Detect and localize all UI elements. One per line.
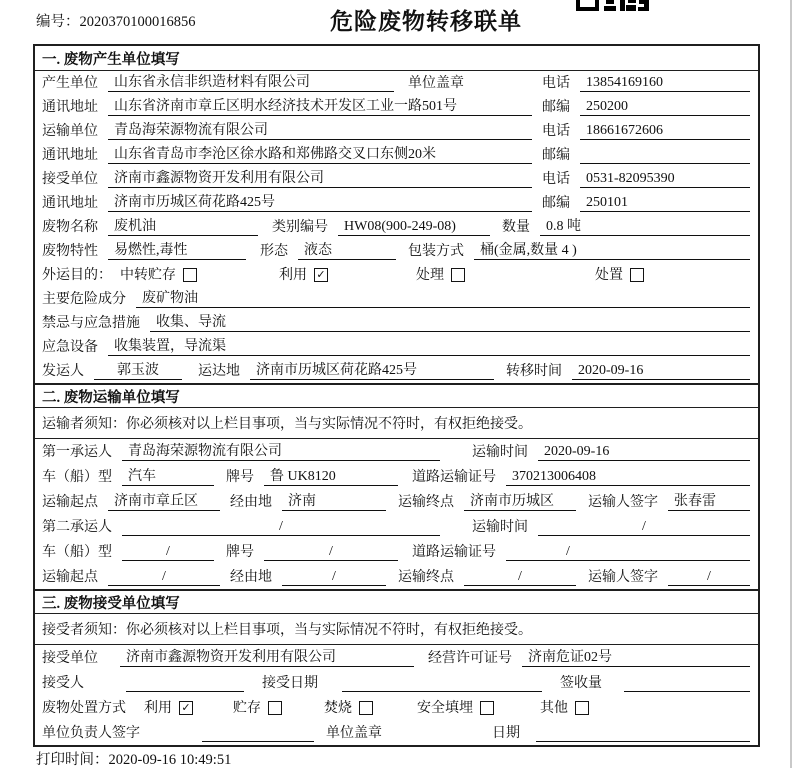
disposal-store-label: 贮存 <box>233 701 261 716</box>
signed-qty-value <box>624 691 750 692</box>
serial-number <box>36 10 196 31</box>
transporter-label: 运输单位 <box>42 124 98 139</box>
purpose-option-use <box>279 264 328 284</box>
transporter-zip-label: 邮编 <box>542 148 570 163</box>
vehicle2-permit-value: / <box>506 544 750 561</box>
signed-qty-label: 签收量 <box>560 676 602 691</box>
disposal-option-other <box>540 697 589 717</box>
waste-name-label: 废物名称 <box>42 220 98 235</box>
packaging-label: 包装方式 <box>408 244 464 259</box>
vehicle2-type-label: 车（船）型 <box>42 545 112 560</box>
accept-person-value <box>126 691 244 692</box>
route1-from-label: 运输起点 <box>42 495 98 510</box>
disposal-option-incinerate <box>324 697 373 717</box>
print-time <box>36 748 231 769</box>
vehicle2-permit-label: 道路运输证号 <box>412 545 496 560</box>
scan-edge-artifact <box>790 0 792 768</box>
disposal-use-label: 利用 <box>144 701 172 716</box>
equipment-label: 应急设备 <box>42 340 98 355</box>
row-emergency-equipment <box>35 335 758 359</box>
route2-to-value: / <box>464 569 576 586</box>
shipper-label: 发运人 <box>42 364 84 379</box>
date-label: 日期 <box>492 726 520 741</box>
row-transporter-address <box>35 143 758 167</box>
serial-value: 2020370100016856 <box>79 14 196 30</box>
route1-sign-label: 运输人签字 <box>588 495 658 510</box>
quantity-value: 0.8 吨 <box>540 215 750 236</box>
vehicle1-plate-label: 牌号 <box>226 470 254 485</box>
receiver-zip-value: 250101 <box>580 195 750 212</box>
transfer-time-value: 2020-09-16 <box>572 363 750 380</box>
receiver-label: 接受单位 <box>42 172 98 187</box>
row-receiver-address <box>35 191 758 215</box>
disposal-landfill-label: 安全填埋 <box>417 701 473 716</box>
disposal-option-use <box>144 697 193 717</box>
date-value <box>536 741 750 742</box>
section2-notice: 运输者须知：你必须核对以上栏目事项，当与实际情况不符时，有权拒绝接受。 <box>35 408 758 439</box>
route1-via-value: 济南 <box>282 490 386 511</box>
row-accept-unit <box>35 645 758 670</box>
carrier1-time-label: 运输时间 <box>472 445 528 460</box>
disposal-option-landfill <box>417 697 494 717</box>
row-producer-address <box>35 95 758 119</box>
carrier2-label: 第二承运人 <box>42 520 112 535</box>
row-hazard <box>35 287 758 311</box>
row-route2 <box>35 564 758 589</box>
traits-label: 废物特性 <box>42 244 98 259</box>
serial-label: 编号： <box>36 14 80 30</box>
receiver-addr-value: 济南市历城区荷花路425号 <box>108 191 532 212</box>
row-signoff <box>35 720 758 745</box>
route2-from-value: / <box>108 569 220 586</box>
carrier2-value: / <box>122 519 440 536</box>
producer-phone-value: 13854169160 <box>580 75 750 92</box>
row-vehicle1 <box>35 464 758 489</box>
row-vehicle2 <box>35 539 758 564</box>
row-dispatch <box>35 359 758 383</box>
transporter-phone-label: 电话 <box>542 124 570 139</box>
vehicle1-permit-label: 道路运输证号 <box>412 470 496 485</box>
section1-header: 一. 废物产生单位填写 <box>35 46 758 71</box>
row-route1 <box>35 489 758 514</box>
carrier1-label: 第一承运人 <box>42 445 112 460</box>
form-value: 液态 <box>298 239 396 260</box>
row-producer <box>35 71 758 95</box>
route1-to-value: 济南市历城区 <box>464 490 576 511</box>
checkbox-disposal-store <box>268 701 282 715</box>
purpose-treat-label: 处理 <box>416 268 444 283</box>
purpose-label: 外运目的： <box>42 268 112 283</box>
checkbox-disposal-landfill <box>480 701 494 715</box>
hazard-label: 主要危险成分 <box>42 292 126 307</box>
checkbox-transfer <box>183 268 197 282</box>
vehicle1-permit-value: 370213006408 <box>506 469 750 486</box>
vehicle1-plate-value: 鲁 UK8120 <box>264 465 398 486</box>
license-value: 济南危证02号 <box>522 646 750 667</box>
checkbox-disposal-use-checked: ✓ <box>179 701 193 715</box>
disposal-incinerate-label: 焚烧 <box>324 701 352 716</box>
route1-sign-value: 张春雷 <box>668 490 750 511</box>
section2-header: 二. 废物运输单位填写 <box>35 383 758 408</box>
route2-sign-value: / <box>668 569 750 586</box>
seal-label: 单位盖章 <box>408 76 464 91</box>
receiver-phone-label: 电话 <box>542 172 570 187</box>
vehicle2-plate-label: 牌号 <box>226 545 254 560</box>
accept-unit-value: 济南市鑫源物资开发利用有限公司 <box>120 646 414 667</box>
unit-seal-label: 单位盖章 <box>326 726 382 741</box>
receiver-addr-label: 通讯地址 <box>42 196 98 211</box>
transporter-addr-label: 通讯地址 <box>42 148 98 163</box>
emergency-label: 禁忌与应急措施 <box>42 316 140 331</box>
carrier2-time-value: / <box>538 519 750 536</box>
disposal-label: 废物处置方式 <box>42 701 126 716</box>
traits-value: 易燃性,毒性 <box>108 239 246 260</box>
row-carrier1 <box>35 439 758 464</box>
print-time-label: 打印时间： <box>36 752 109 768</box>
disposal-option-store <box>233 697 282 717</box>
license-label: 经营许可证号 <box>428 651 512 666</box>
receiver-phone-value: 0531-82095390 <box>580 171 750 188</box>
row-waste-traits <box>35 239 758 263</box>
producer-addr-value: 山东省济南市章丘区明水经济技术开发区工业一路501号 <box>108 95 532 116</box>
purpose-dispose-label: 处置 <box>595 268 623 283</box>
receiver-zip-label: 邮编 <box>542 196 570 211</box>
producer-value: 山东省永信非织造材料有限公司 <box>108 71 394 92</box>
packaging-value: 桶(金属,数量 4 ) <box>474 239 750 260</box>
route1-via-label: 经由地 <box>230 495 272 510</box>
print-time-value: 2020-09-16 10:49:51 <box>108 752 232 768</box>
category-label: 类别编号 <box>272 220 328 235</box>
route1-to-label: 运输终点 <box>398 495 454 510</box>
vehicle2-plate-value: / <box>264 544 398 561</box>
accept-unit-label: 接受单位 <box>42 651 98 666</box>
transporter-zip-value <box>580 163 750 164</box>
row-carrier2 <box>35 514 758 539</box>
purpose-transfer-label: 中转贮存 <box>120 268 176 283</box>
accept-date-value <box>342 691 542 692</box>
producer-addr-label: 通讯地址 <box>42 100 98 115</box>
checkbox-use-checked: ✓ <box>314 268 328 282</box>
vehicle2-type-value: / <box>122 544 214 561</box>
waste-name-value: 废机油 <box>108 215 258 236</box>
row-transporter <box>35 119 758 143</box>
route2-to-label: 运输终点 <box>398 570 454 585</box>
carrier1-value: 青岛海荣源物流有限公司 <box>122 440 440 461</box>
row-waste-name <box>35 215 758 239</box>
row-emergency-measures <box>35 311 758 335</box>
responsible-sign-value <box>202 741 314 742</box>
checkbox-disposal-incinerate <box>359 701 373 715</box>
page-title: 危险废物转移联单 <box>330 9 522 34</box>
route2-via-label: 经由地 <box>230 570 272 585</box>
row-disposal <box>35 695 758 720</box>
row-acceptance <box>35 670 758 695</box>
purpose-option-treat <box>416 264 465 284</box>
manifest-form <box>33 44 760 747</box>
producer-zip-value: 250200 <box>580 99 750 116</box>
producer-label: 产生单位 <box>42 76 98 91</box>
hazard-value: 废矿物油 <box>136 287 750 308</box>
equipment-value: 收集装置，导流渠 <box>108 335 750 356</box>
transfer-time-label: 转移时间 <box>506 364 562 379</box>
producer-phone-label: 电话 <box>542 76 570 91</box>
accept-date-label: 接受日期 <box>262 676 318 691</box>
purpose-option-dispose <box>595 264 644 284</box>
route2-via-value: / <box>282 569 386 586</box>
transporter-phone-value: 18661672606 <box>580 123 750 140</box>
form-label: 形态 <box>260 244 288 259</box>
carrier2-time-label: 运输时间 <box>472 520 528 535</box>
route2-from-label: 运输起点 <box>42 570 98 585</box>
vehicle1-type-label: 车（船）型 <box>42 470 112 485</box>
qr-code-fragment <box>576 0 650 11</box>
checkbox-treat <box>451 268 465 282</box>
purpose-option-transfer <box>120 264 197 284</box>
disposal-other-label: 其他 <box>540 701 568 716</box>
route1-from-value: 济南市章丘区 <box>108 490 220 511</box>
purpose-use-label: 利用 <box>279 268 307 283</box>
transporter-addr-value: 山东省青岛市李沧区徐水路和郑佛路交叉口东侧20米 <box>108 143 532 164</box>
section3-header: 三. 废物接受单位填写 <box>35 589 758 614</box>
responsible-sign-label: 单位负责人签字 <box>42 726 140 741</box>
transporter-value: 青岛海荣源物流有限公司 <box>108 119 532 140</box>
carrier1-time-value: 2020-09-16 <box>538 444 750 461</box>
emergency-value: 收集、导流 <box>150 311 750 332</box>
vehicle1-type-value: 汽车 <box>122 465 214 486</box>
accept-person-label: 接受人 <box>42 676 84 691</box>
row-purpose <box>35 263 758 287</box>
shipper-value: 郭玉波 <box>94 359 182 380</box>
checkbox-disposal-other <box>575 701 589 715</box>
checkbox-dispose <box>630 268 644 282</box>
category-value: HW08(900-249-08) <box>338 219 490 236</box>
row-receiver <box>35 167 758 191</box>
destination-value: 济南市历城区荷花路425号 <box>250 359 494 380</box>
destination-label: 运达地 <box>198 364 240 379</box>
quantity-label: 数量 <box>502 220 530 235</box>
producer-zip-label: 邮编 <box>542 100 570 115</box>
receiver-value: 济南市鑫源物资开发利用有限公司 <box>108 167 532 188</box>
section3-notice: 接受者须知：你必须核对以上栏目事项，当与实际情况不符时，有权拒绝接受。 <box>35 614 758 645</box>
route2-sign-label: 运输人签字 <box>588 570 658 585</box>
